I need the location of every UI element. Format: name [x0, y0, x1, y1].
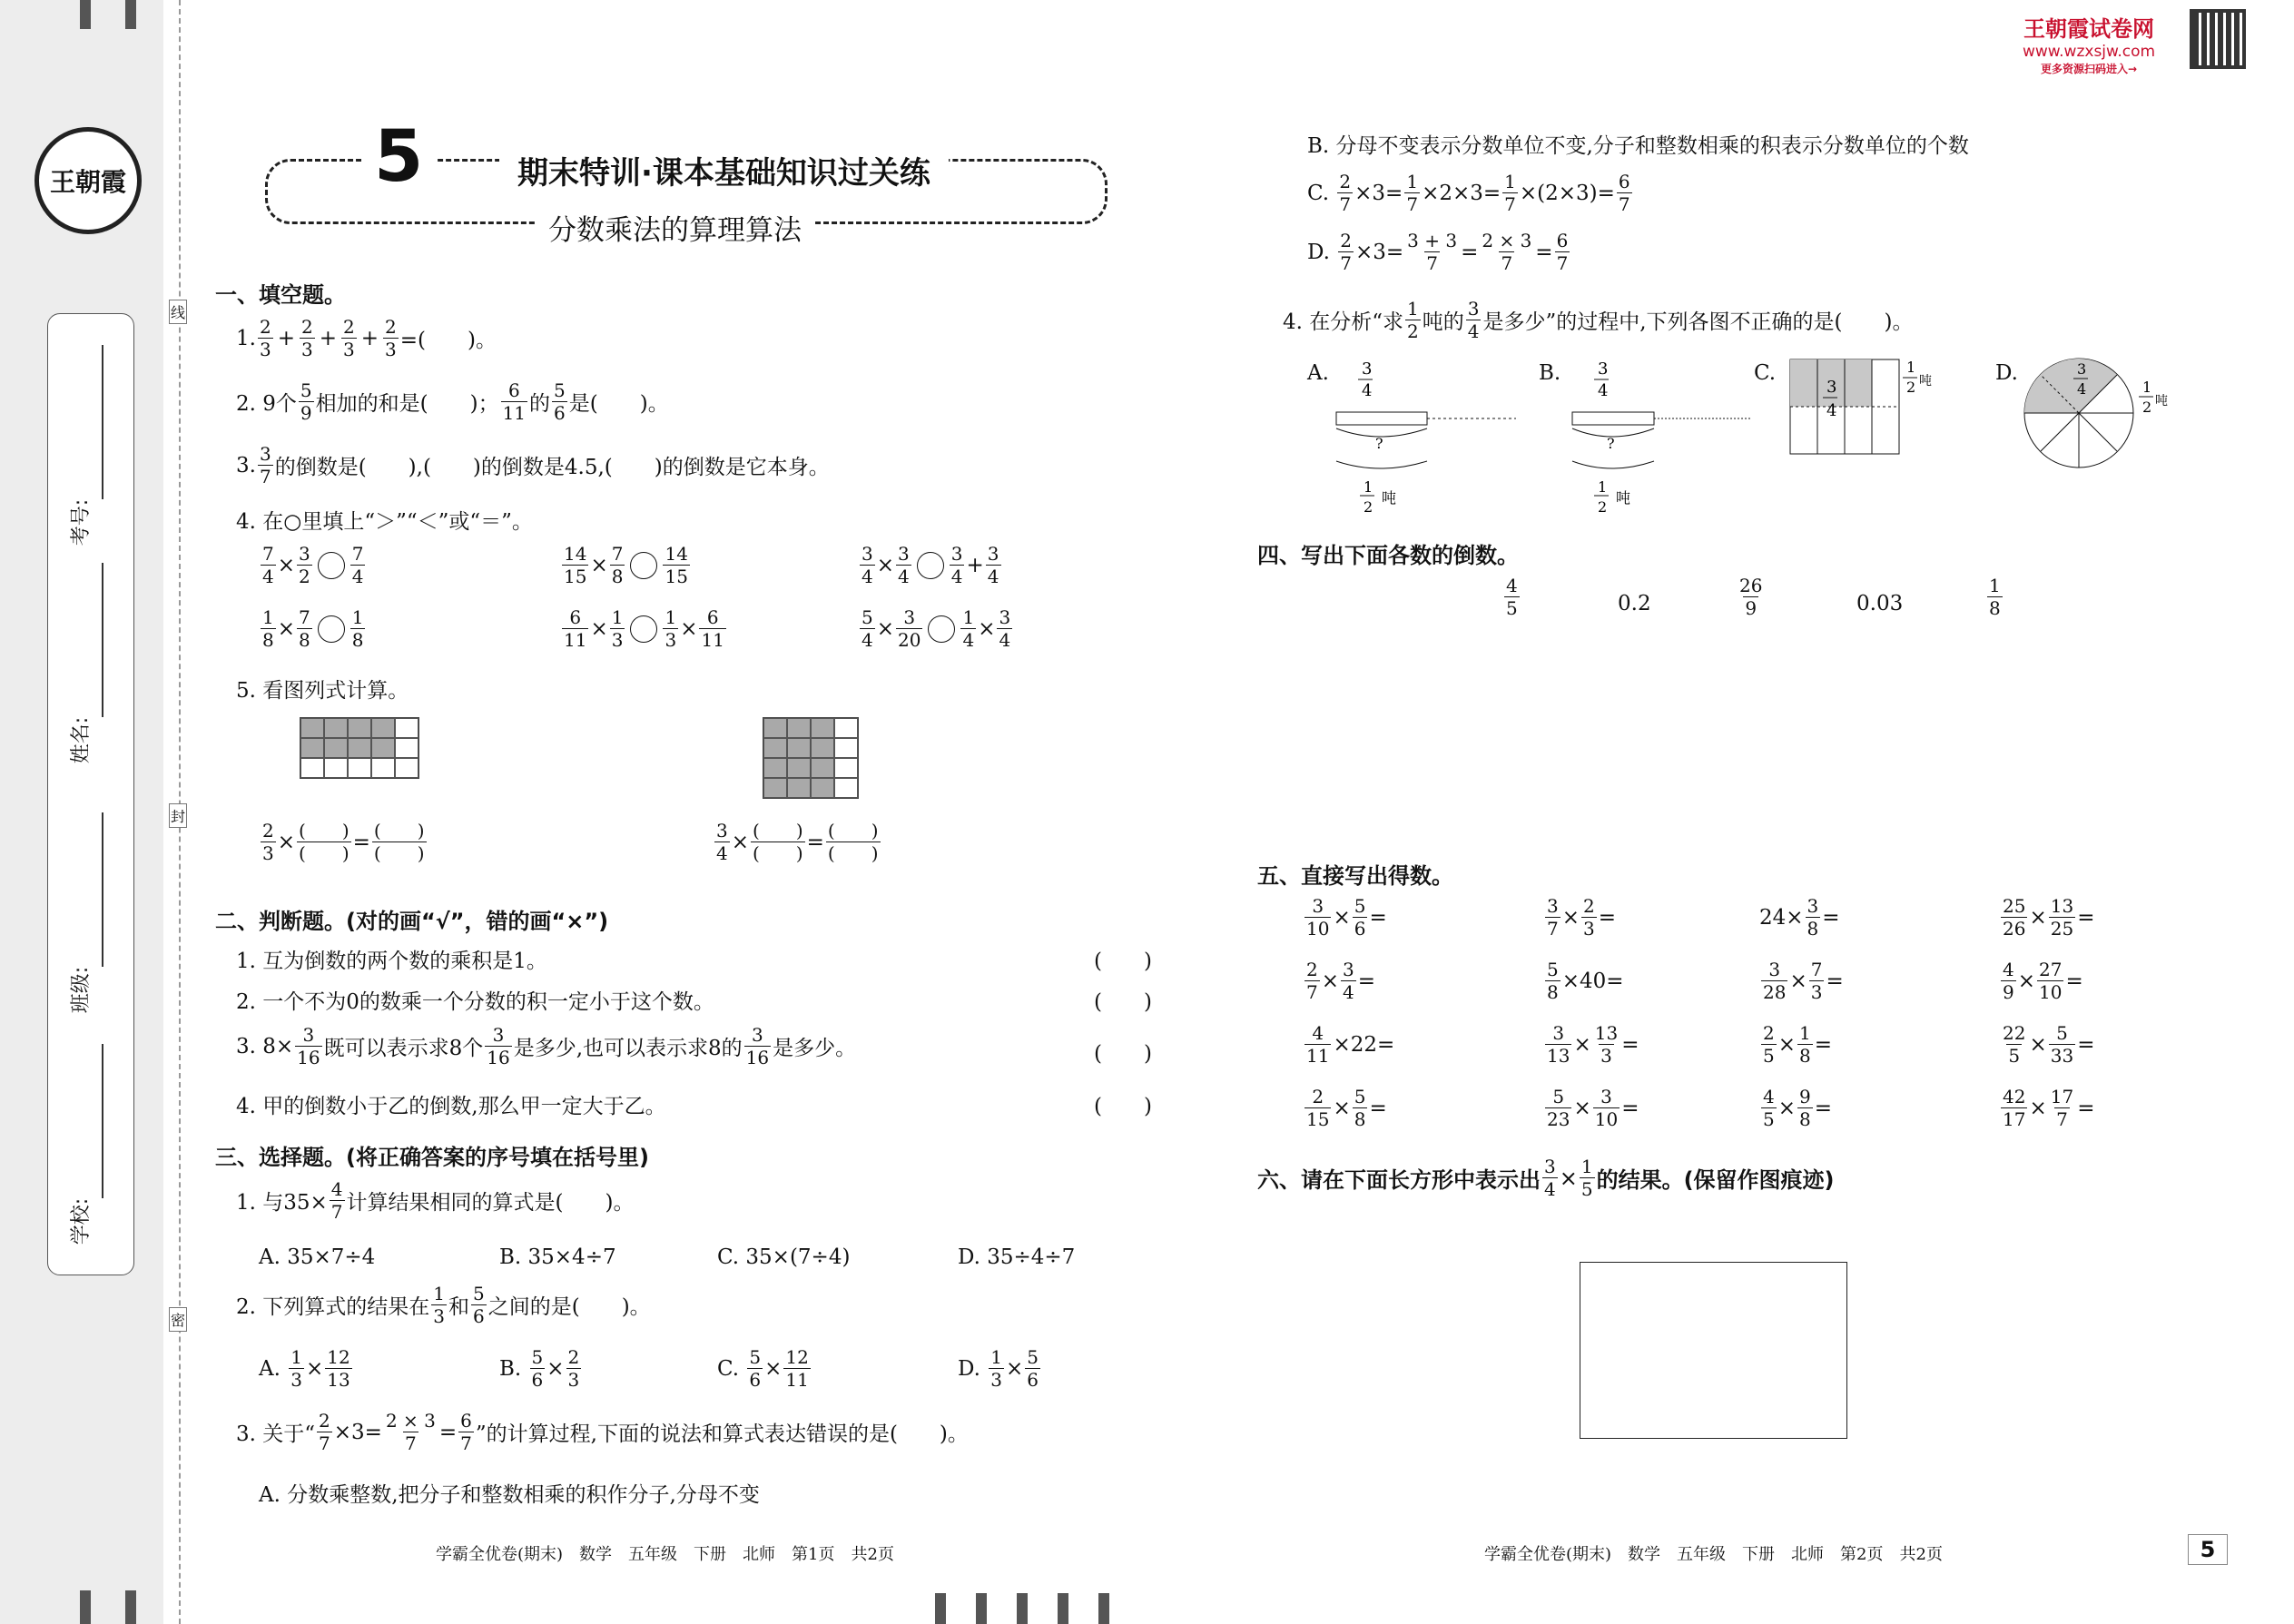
grid-cell [834, 758, 858, 778]
grid-cell [371, 718, 395, 738]
svg-text:2: 2 [1598, 498, 1608, 516]
choice-1: 1. 与35× $\frac{4}{7}$ 计算结果相同的算式是( )。 [236, 1178, 635, 1223]
corner-mark [125, 1590, 136, 1624]
compare-3: 3 4 × 3 4 3 4 + 3 4 [861, 543, 999, 587]
grid-cell [371, 738, 395, 758]
choice-2: 2. 下列算式的结果在 1 3 和 5 6 之间的是( )。 [236, 1283, 651, 1327]
svg-text:4: 4 [1598, 381, 1609, 400]
school-line[interactable] [102, 1044, 103, 1198]
choice-4: 4. 在分析“求 1 2 吨的 3 4 是多少”的过程中,下列各图不正确的是( )。 [1283, 298, 1914, 342]
calc-r1c4: 25 26 × 13 25 = [2003, 895, 2095, 940]
choice-1-a[interactable]: A. 35×7÷4 [259, 1245, 376, 1269]
page-number: 5 [2188, 1534, 2228, 1565]
grid-cell [371, 758, 395, 778]
judge-4: 4. 甲的倒数小于乙的倒数,那么甲一定大于乙。 [236, 1095, 666, 1118]
choice-3-b[interactable]: B. 分母不变表示分数单位不变,分子和整数相乘的积表示分数单位的个数 [1307, 134, 1969, 158]
grid-cell [811, 718, 834, 738]
choice-4-b-label[interactable]: B. [1539, 361, 1561, 385]
logo-text: 王朝霞 [49, 167, 126, 197]
corner-mark [80, 1590, 91, 1624]
svg-text:?: ? [1607, 435, 1615, 452]
calc-r4c3: 4 5 × 9 8 = [1763, 1086, 1833, 1130]
compare-circle[interactable] [630, 615, 657, 643]
grid-cell [787, 778, 811, 798]
grid-cell [834, 718, 858, 738]
reciprocal-3: 26 9 [1739, 575, 1763, 619]
compare-2: 14 15 × 7 8 14 15 [564, 543, 688, 587]
judge-blank-2[interactable]: ( ) [1094, 990, 1152, 1014]
svg-text:1: 1 [1598, 478, 1608, 496]
grid-cell [763, 758, 787, 778]
grid-cell [395, 758, 418, 778]
grid-cell [348, 758, 371, 778]
compare-6: 5 4 × 3 20 1 4 × 3 4 [861, 606, 1011, 651]
class-label: 班级: [70, 966, 94, 1014]
grid-cell [763, 718, 787, 738]
choice-4-b-figure [1561, 354, 1761, 517]
calc-r1c3: 24× 3 8 = [1759, 895, 1840, 940]
calc-r3c2: 3 13 × 13 3 = [1547, 1022, 1639, 1067]
section2-title: 二、判断题。(对的画“√”，错的画“×”) [215, 909, 609, 934]
grid-cell [787, 718, 811, 738]
qr-code-icon[interactable] [2190, 9, 2246, 69]
grid-cell [811, 778, 834, 798]
grid-cell [787, 758, 811, 778]
svg-text:3: 3 [2077, 360, 2087, 378]
judge-blank-3[interactable]: ( ) [1094, 1042, 1152, 1066]
grid-cell [834, 738, 858, 758]
answer-blank[interactable]: ( ) ( ) [753, 820, 803, 864]
grid-cell [324, 758, 348, 778]
section3-title: 三、选择题。(将正确答案的序号填在括号里) [215, 1145, 649, 1170]
choice-3-a[interactable]: A. 分数乘整数,把分子和整数相乘的积作分子,分母不变 [259, 1483, 760, 1507]
judge-1: 1. 互为倒数的两个数的乘积是1。 [236, 950, 547, 973]
name-line[interactable] [102, 563, 103, 717]
svg-text:4: 4 [2077, 380, 2087, 398]
shaded-grid-1 [300, 717, 419, 779]
svg-text:3: 3 [1362, 359, 1373, 379]
choice-3-c[interactable]: C. 2 7 ×3= 1 7 ×2×3= 1 7 ×(2×3)= 6 7 [1307, 171, 1630, 215]
binding-mark-mi: 密 [169, 1307, 187, 1332]
calc-r3c3: 2 5 × 1 8 = [1763, 1022, 1833, 1067]
reciprocal-5: 1 8 [1989, 575, 2001, 619]
choice-4-c-label[interactable]: C. [1754, 361, 1777, 385]
reciprocal-2: 0.2 [1618, 592, 1651, 615]
site-brand [2023, 11, 2155, 76]
judge-blank-4[interactable]: ( ) [1094, 1095, 1152, 1118]
choice-3: 3. 关于“ 2 7 ×3= 2 × 3 7 = 6 7 ”的计算过程,下面的说法和算式表达错误的是( )。 [236, 1410, 969, 1454]
grid-cell [834, 778, 858, 798]
grid-cell [811, 738, 834, 758]
calc-r1c1: 3 10 × 5 6 = [1306, 895, 1387, 940]
svg-text:2: 2 [1364, 498, 1373, 516]
compare-circle[interactable] [630, 552, 657, 579]
grid-cell [763, 778, 787, 798]
site-more: 更多资源扫码进入→ [2041, 63, 2138, 75]
site-name: 王朝霞试卷网 [2023, 16, 2155, 42]
svg-text:1: 1 [2142, 379, 2152, 396]
svg-text:?: ? [1375, 435, 1383, 452]
judge-blank-1[interactable]: ( ) [1094, 950, 1152, 973]
page-title: 期末特训·课本基础知识过关练 [499, 148, 949, 192]
compare-circle[interactable] [917, 552, 944, 579]
judge-2: 2. 一个不为0的数乘一个分数的积一定小于这个数。 [236, 990, 714, 1014]
svg-text:吨: 吨 [1382, 489, 1397, 507]
q1-1: 1. 2 3 + $\frac{2}{3}$ + $\frac{2}{3}$ + $\frac{2}{3}$ =( )。 [236, 316, 497, 360]
choice-3-d[interactable]: D. 2 7 ×3= 3 + 3 7 = 2 × 3 7 = 6 7 [1307, 230, 1569, 274]
grid-cell [395, 738, 418, 758]
drawing-rectangle[interactable] [1580, 1262, 1847, 1439]
choice-4-c-figure [1781, 356, 1944, 465]
svg-text:3: 3 [1826, 378, 1837, 397]
grid-cell [324, 718, 348, 738]
grid1-expression: 2 3 × ( ) ( ) = ( ) ( ) [262, 820, 425, 864]
q1-3: 3. 3 7 的倒数是( ),( )的倒数是4.5,( )的倒数是它本身。 [236, 443, 830, 487]
judge-3: 3. 8× $\frac{3}{16}$ 既可以表示求8个 3 16 是多少,也可以表示求8的 3 16 是多少。 [236, 1024, 857, 1068]
site-url[interactable]: www.wzxsjw.com [2023, 43, 2156, 61]
svg-text:2: 2 [1906, 379, 1916, 396]
svg-text:1: 1 [1364, 478, 1373, 496]
choice-4-d-label[interactable]: D. [1995, 361, 2018, 385]
choice-2-b[interactable]: B. 5 6 × 2 3 [499, 1346, 580, 1391]
corner-mark [80, 0, 91, 29]
choice-1-c[interactable]: C. 35×(7÷4) [717, 1245, 851, 1269]
compare-4: 1 8 × 7 8 1 8 [262, 606, 364, 651]
grid-cell [348, 738, 371, 758]
binding-mark-feng: 封 [169, 803, 187, 828]
bottom-marks [935, 1593, 1126, 1624]
section5-title: 五、直接写出得数。 [1257, 863, 1453, 889]
choice-1-b[interactable]: B. 35×4÷7 [499, 1245, 616, 1269]
calc-r3c1: 4 11 ×22= [1306, 1022, 1395, 1067]
calc-r4c1: 2 15 × 5 8 = [1306, 1086, 1387, 1130]
compare-5: 6 11 × 1 3 1 3 × 6 11 [564, 606, 724, 651]
q1-4: 4. 在○里填上“＞”“＜”或“＝”。 [236, 510, 533, 534]
grid-cell [811, 758, 834, 778]
grid-cell [324, 738, 348, 758]
corner-mark [125, 0, 136, 29]
calc-r2c2: 5 8 ×40= [1547, 959, 1624, 1003]
answer-blank[interactable]: ( ) ( ) [827, 820, 879, 864]
svg-text:吨: 吨 [1919, 374, 1932, 389]
calc-r2c3: 3 28 × 7 3 = [1763, 959, 1844, 1003]
answer-blank[interactable]: ( ) ( ) [299, 820, 350, 864]
class-line[interactable] [102, 812, 103, 967]
q1-2: 2. 9个 5 9 相加的和是( )； 6 11 的 5 6 是( )。 [236, 379, 669, 424]
grid-cell [763, 738, 787, 758]
choice-1-d[interactable]: D. 35÷4÷7 [958, 1245, 1076, 1269]
calc-r1c2: 3 7 × 2 3 = [1547, 895, 1617, 940]
section1-title: 一、填空题。 [215, 282, 346, 308]
publisher-logo [34, 127, 142, 234]
choice-2-a[interactable]: A. 1 3 × 12 13 [259, 1346, 350, 1391]
calc-r3c4: 22 5 × 5 33 = [2003, 1022, 2095, 1067]
reciprocal-1: 4 5 [1506, 575, 1518, 619]
exam-number-label: 考号: [70, 498, 94, 546]
calc-r4c4: 42 17 × 17 7 = [2003, 1086, 2095, 1130]
binding-mark-xian: 线 [169, 300, 187, 324]
reciprocal-4: 0.03 [1856, 592, 1904, 615]
footer-left: 学霸全优卷(期末) 数学 五年级 下册 北师 第1页 共2页 [436, 1545, 894, 1564]
footer-right: 学霸全优卷(期末) 数学 五年级 下册 北师 第2页 共2页 [1484, 1545, 1943, 1564]
svg-text:4: 4 [1826, 401, 1837, 420]
choice-4-a-figure [1325, 354, 1525, 517]
grid-cell [300, 758, 324, 778]
compare-circle[interactable] [928, 615, 955, 643]
svg-text:吨: 吨 [2155, 394, 2168, 408]
choice-4-a-label[interactable]: A. [1307, 361, 1329, 385]
grid-cell [348, 718, 371, 738]
header-number: 5 [361, 116, 436, 198]
calc-r2c1: 2 7 × 3 4 = [1306, 959, 1376, 1003]
grid-cell [300, 718, 324, 738]
calc-r4c2: 5 23 × 3 10 = [1547, 1086, 1639, 1130]
page-subtitle: 分数乘法的算理算法 [536, 207, 814, 248]
svg-text:4: 4 [1362, 381, 1373, 400]
student-info-box [47, 313, 134, 1275]
choice-2-d[interactable]: D. 1 3 × 5 6 [958, 1346, 1039, 1391]
compare-1: 7 4 × 3 2 7 4 [262, 543, 364, 587]
svg-text:1: 1 [1906, 359, 1916, 376]
svg-text:吨: 吨 [1616, 489, 1631, 507]
calc-r2c4: 4 9 × 27 10 = [2003, 959, 2083, 1003]
exam-number-line[interactable] [102, 345, 103, 499]
compare-circle[interactable] [318, 615, 345, 643]
grid-cell [395, 718, 418, 738]
svg-text:2: 2 [2142, 399, 2152, 416]
school-label: 学校: [70, 1197, 94, 1245]
section6-title: 六、请在下面长方形中表示出 $\frac{3}{4}$ × $\frac{1}{5}$ 的结果。(保留作图痕迹) [1257, 1156, 1835, 1200]
choice-4-d-figure [2015, 354, 2197, 481]
shaded-grid-2 [763, 717, 859, 799]
section4-title: 四、写出下面各数的倒数。 [1257, 543, 1519, 568]
grid2-expression: 3 4 × ( ) ( ) = ( ) ( ) [716, 820, 879, 864]
svg-text:3: 3 [1598, 359, 1609, 379]
grid-cell [787, 738, 811, 758]
choice-2-c[interactable]: C. 5 6 × 12 11 [717, 1346, 809, 1391]
grid-cell [300, 738, 324, 758]
compare-circle[interactable] [318, 552, 345, 579]
q1-5: 5. 看图列式计算。 [236, 679, 409, 703]
name-label: 姓名: [70, 716, 94, 764]
answer-blank[interactable]: ( ) ( ) [373, 820, 425, 864]
